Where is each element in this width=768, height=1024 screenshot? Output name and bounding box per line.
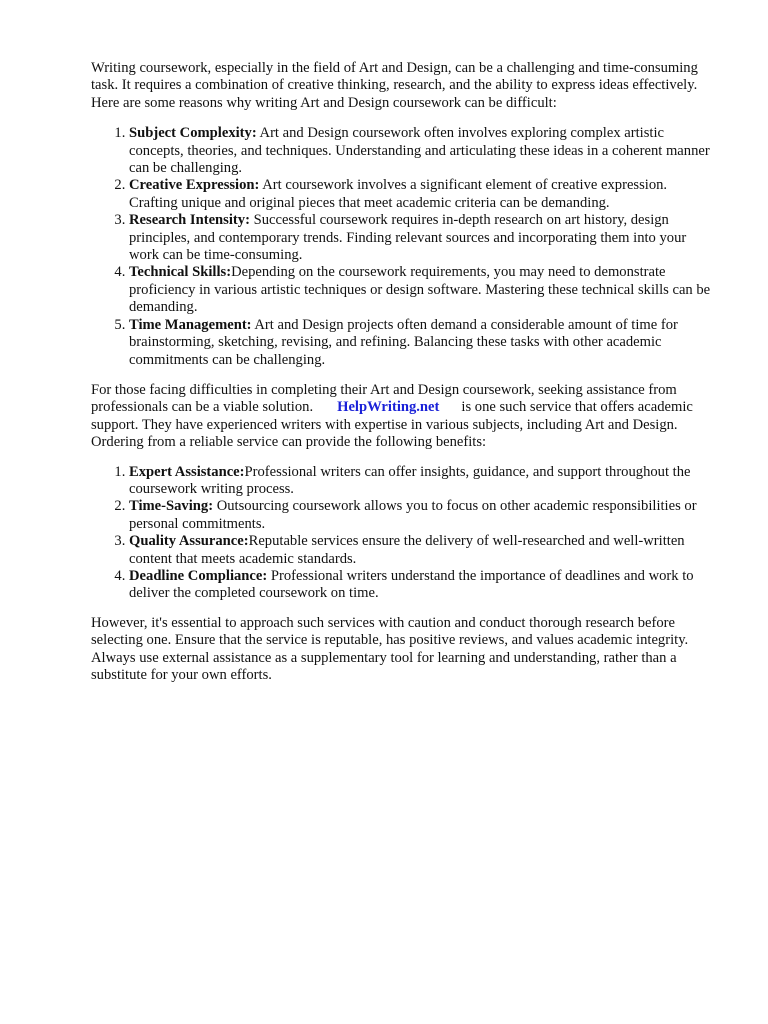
list-item-term: Technical Skills: [129, 264, 232, 281]
list-item [129, 212, 719, 264]
list-item [129, 568, 719, 603]
list-item-text: Art and Design coursework often involves exploring complex artistic concepts, theories, and techniques. Understanding and articulating these ideas in a coherent manner can be challenging. [129, 125, 710, 177]
difficulties-list [91, 125, 719, 369]
list-item-term: Deadline Compliance: [129, 567, 268, 584]
benefits-list [91, 464, 719, 603]
list-item-text: Professional writers can offer insights, guidance, and support throughout the coursework writing process. [129, 463, 691, 497]
list-item-text: Professional writers understand the importance of deadlines and work to deliver the completed coursework on time. [129, 567, 694, 602]
list-item-text: Art coursework involves a significant element of creative expression. Crafting unique and original pieces that meet academic criteria can be demanding. [129, 177, 668, 211]
list-item-text: Reputable services ensure the delivery of well-researched and well-written content that meets academic standards. [129, 533, 685, 567]
list-item-text: Depending on the coursework requirements, you may need to demonstrate proficiency in various artistic techniques or design software. Mastering these technical skills can be demanding. [129, 264, 711, 316]
assistance-text-before: For those facing difficulties in completing their Art and Design coursework, seeking assistance from professionals can be a viable solution. [91, 381, 677, 416]
list-item-term: Research Intensity: [129, 212, 250, 229]
list-item-text: Successful coursework requires in-depth research on art history, design principles, and contemporary trends. Finding relevant sources and incorporating them into your work can be time-consuming. [129, 212, 687, 264]
list-item [129, 464, 719, 499]
assistance-text-after: is one such service that offers academic support. They have experienced writers with expertise in various subjects, including Art and Design. Ordering from a reliable service can provide the following benefits: [91, 399, 693, 451]
conclusion-paragraph: However, it's essential to approach such services with caution and conduct thorough research before selecting one. Ensure that the service is reputable, has positive reviews, and values academic integrity. Always use external assistance as a supplementary tool for learning and understanding, rather than a substitute for your own efforts. [91, 614, 689, 683]
list-item-text: Outsourcing coursework allows you to focus on other academic responsibilities or personal commitments. [129, 498, 697, 532]
document-page [91, 60, 719, 684]
list-item-term: Time Management: [129, 316, 252, 333]
list-item [129, 177, 719, 212]
list-item-term: Subject Complexity: [129, 125, 257, 142]
list-item-term: Quality Assurance: [129, 533, 249, 550]
list-item [129, 533, 719, 568]
intro-paragraph: Writing coursework, especially in the field of Art and Design, can be a challenging and time-consuming task. It requires a combination of creative thinking, research, and the ability to express ideas effectively. Here are some reasons why writing Art and Design coursework can be difficult: [91, 60, 698, 111]
list-item [129, 317, 719, 369]
list-item-term: Creative Expression: [129, 177, 260, 194]
list-item-term: Expert Assistance: [129, 463, 245, 480]
list-item [129, 498, 719, 533]
list-item [129, 125, 719, 177]
list-item [129, 264, 719, 316]
list-item-text: Art and Design projects often demand a considerable amount of time for brainstorming, sketching, revising, and refining. Balancing these tasks with other academic commitments can be challenging. [129, 316, 678, 368]
list-item-term: Time-Saving: [129, 498, 214, 515]
assistance-paragraph [91, 382, 719, 452]
helpwriting-link[interactable]: HelpWriting.net [337, 399, 440, 416]
